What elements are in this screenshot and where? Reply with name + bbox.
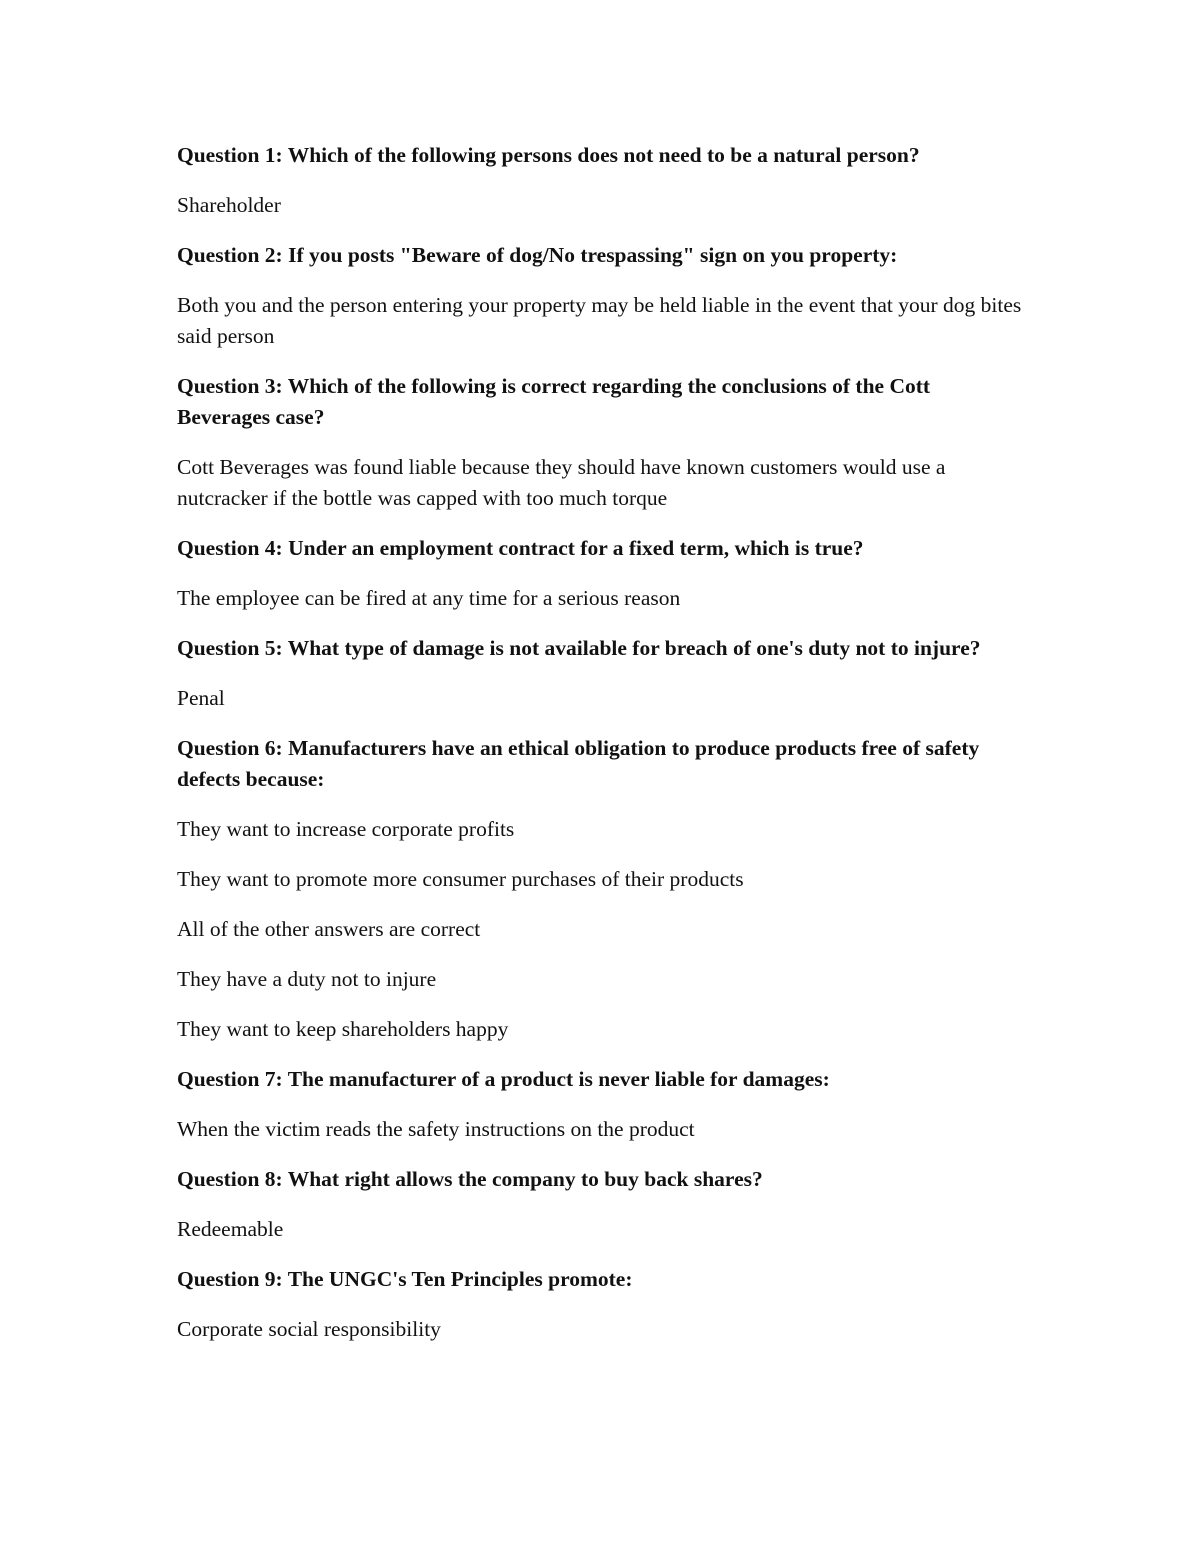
answer-text: Penal bbox=[177, 686, 225, 710]
question-text: Question 6: Manufacturers have an ethical obligation to produce products free of safety defects because: bbox=[177, 736, 980, 791]
answer-text: Cott Beverages was found liable because they should have known customers would use a nutcracker if the bottle was capped with too much torque bbox=[177, 455, 946, 510]
answer-text: The employee can be fired at any time for a serious reason bbox=[177, 586, 681, 610]
document-content bbox=[177, 140, 1027, 1364]
question-text: Question 7: The manufacturer of a product is never liable for damages: bbox=[177, 1067, 830, 1091]
question-text: Question 5: What type of damage is not available for breach of one's duty not to injure? bbox=[177, 636, 981, 660]
question-block-6 bbox=[177, 733, 1027, 1045]
question-text: Question 8: What right allows the company to buy back shares? bbox=[177, 1167, 763, 1191]
answer-text: They have a duty not to injure bbox=[177, 967, 437, 991]
answer-text: Both you and the person entering your property may be held liable in the event that your dog bites said person bbox=[177, 293, 1022, 348]
question-block-2 bbox=[177, 240, 1027, 352]
question-text: Question 1: Which of the following persons does not need to be a natural person? bbox=[177, 143, 920, 167]
answer-text: When the victim reads the safety instructions on the product bbox=[177, 1117, 695, 1141]
question-block-8 bbox=[177, 1164, 1027, 1245]
question-block-4 bbox=[177, 533, 1027, 614]
answer-text: They want to promote more consumer purchases of their products bbox=[177, 867, 744, 891]
answer-text: They want to increase corporate profits bbox=[177, 817, 515, 841]
question-text: Question 4: Under an employment contract for a fixed term, which is true? bbox=[177, 536, 864, 560]
answer-text: Redeemable bbox=[177, 1217, 284, 1241]
answer-text: Shareholder bbox=[177, 193, 281, 217]
question-block-3 bbox=[177, 371, 1027, 514]
question-text: Question 9: The UNGC's Ten Principles promote: bbox=[177, 1267, 633, 1291]
answer-text: They want to keep shareholders happy bbox=[177, 1017, 509, 1041]
answer-text: Corporate social responsibility bbox=[177, 1317, 441, 1341]
question-block-5 bbox=[177, 633, 1027, 714]
question-text: Question 2: If you posts "Beware of dog/No trespassing" sign on you property: bbox=[177, 243, 898, 267]
answer-text: All of the other answers are correct bbox=[177, 917, 481, 941]
question-block-1 bbox=[177, 140, 1027, 221]
question-text: Question 3: Which of the following is correct regarding the conclusions of the Cott Beverages case? bbox=[177, 374, 931, 429]
question-block-9 bbox=[177, 1264, 1027, 1345]
question-block-7 bbox=[177, 1064, 1027, 1145]
